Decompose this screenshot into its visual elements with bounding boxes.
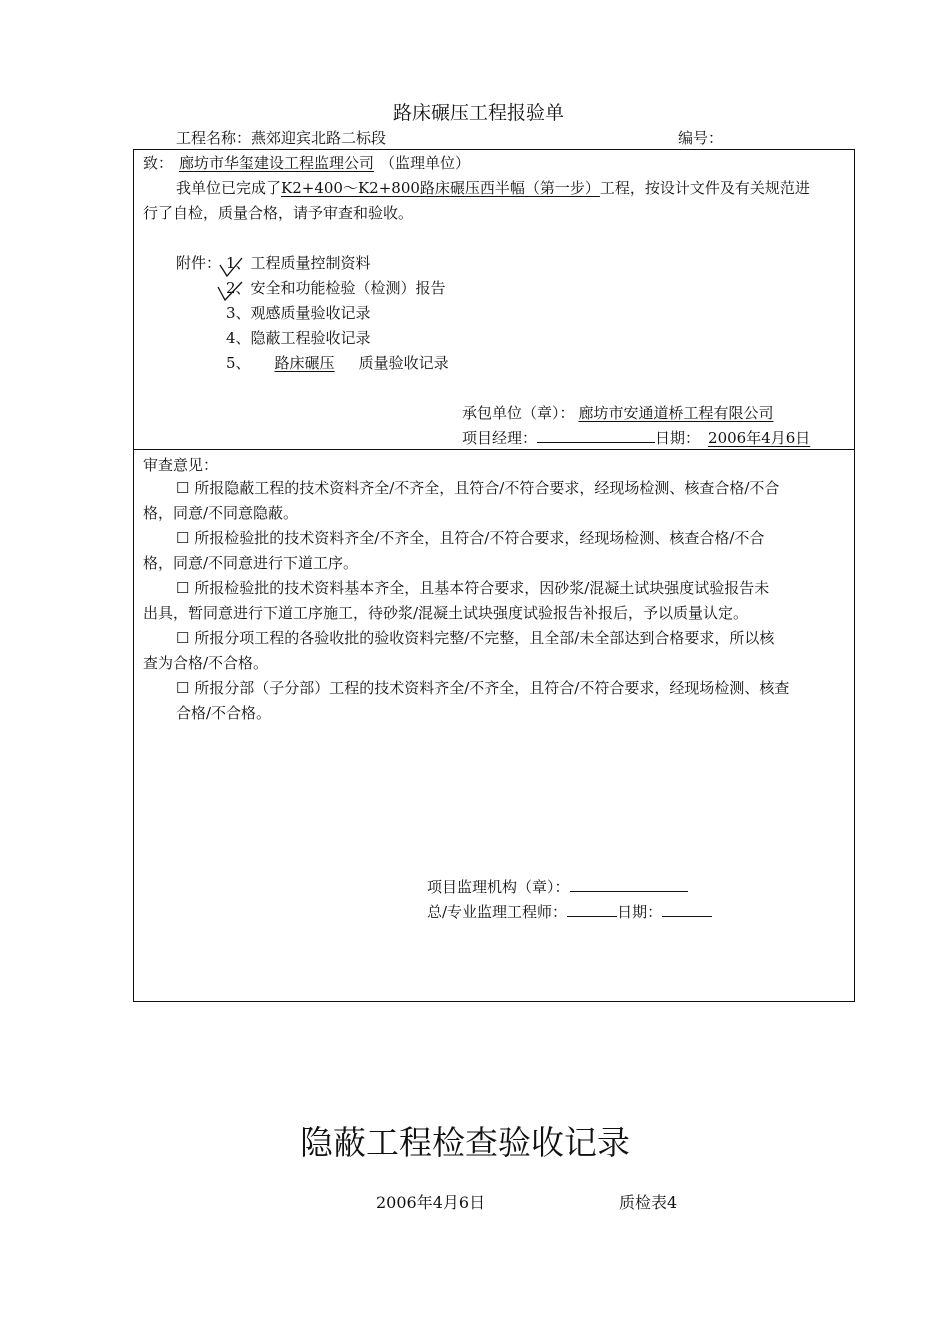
supervisor-suffix: （监理单位） xyxy=(380,154,471,172)
contractor-label: 承包单位（章）： xyxy=(462,404,575,422)
review-option-line: 出具，暂同意进行下道工序施工，待砂浆/混凝土试块强度试验报告补报后，予以质量认定。 xyxy=(143,604,749,622)
attachment-text: 工程质量控制资料 xyxy=(250,254,371,272)
attachment-5-fill: 路床碾压 xyxy=(274,354,335,372)
review-option xyxy=(143,576,847,626)
submit-date: 2006年4月6日 xyxy=(708,429,811,447)
attachment-item xyxy=(226,252,371,273)
pm-label: 项目经理： xyxy=(462,429,538,447)
engineer-line xyxy=(427,901,712,922)
date-label: 日期： xyxy=(655,429,701,447)
number-label: 编号： xyxy=(678,129,724,147)
review-option-line: ☐ 所报分部（子分部）工程的技术资料齐全/不齐全，且符合/不符合要求，经现场检测、核查 xyxy=(176,679,790,697)
check-mark-icon xyxy=(218,256,244,278)
review-option xyxy=(143,476,847,526)
contractor-line xyxy=(462,402,778,423)
supervisor-company: 廊坊市华玺建设工程监理公司 xyxy=(179,154,375,172)
agency-seal-field[interactable] xyxy=(570,877,688,892)
attachment-item xyxy=(226,302,371,323)
attachment-number: 4、 xyxy=(226,329,251,347)
attachment-item-5 xyxy=(226,352,449,373)
agency-line xyxy=(427,876,688,897)
review-option-line: ☐ 所报隐蔽工程的技术资料齐全/不齐全，且符合/不符合要求，经现场检测、核查合格/不合 xyxy=(176,479,780,497)
attachment-number: 1、 xyxy=(226,254,251,272)
project-name-row xyxy=(176,127,386,148)
review-option xyxy=(143,676,847,726)
review-option-line: 格，同意/不同意进行下道工序。 xyxy=(143,554,359,572)
review-date-label: 日期： xyxy=(617,903,663,921)
project-name: 燕郊迎宾北路二标段 xyxy=(251,129,387,147)
to-prefix: 致： xyxy=(143,154,174,172)
to-line xyxy=(143,152,470,173)
review-option-line: ☐ 所报分项工程的各验收批的验收资料完整/不完整，且全部/未全部达到合格要求，所以核 xyxy=(176,629,775,647)
review-option-line: 查为合格/不合格。 xyxy=(143,654,269,672)
attachment-number: 3、 xyxy=(226,304,251,322)
review-option-line: 格，同意/不同意隐蔽。 xyxy=(143,504,299,522)
body-line-2: 行了自检，质量合格，请予审查和验收。 xyxy=(143,204,414,222)
review-date-field[interactable] xyxy=(662,902,712,917)
agency-label: 项目监理机构（章）： xyxy=(427,878,570,896)
form-title: 路床碾压工程报验单 xyxy=(393,102,565,124)
pm-signature-field[interactable] xyxy=(537,428,655,443)
attachment-text: 安全和功能检验（检测）报告 xyxy=(250,279,446,297)
check-mark-icon xyxy=(216,280,244,302)
record-date: 2006年4月6日 xyxy=(376,1193,486,1212)
engineer-signature-field[interactable] xyxy=(567,902,617,917)
attachments-label: 附件： xyxy=(176,254,222,272)
attachment-text: 隐蔽工程验收记录 xyxy=(250,329,371,347)
review-option xyxy=(143,526,847,576)
attachment-item xyxy=(226,327,371,348)
pm-line xyxy=(462,427,814,448)
attachment-number: 5、 xyxy=(226,354,251,372)
review-option-line: ☐ 所报检验批的技术资料基本齐全，且基本符合要求，因砂浆/混凝土试块强度试验报告未 xyxy=(176,579,770,597)
record-title: 隐蔽工程检查验收记录 xyxy=(300,1123,630,1162)
project-label: 工程名称： xyxy=(176,129,252,147)
attachment-item xyxy=(226,277,446,298)
engineer-label: 总/专业监理工程师： xyxy=(427,903,568,921)
review-option-line: 合格/不合格。 xyxy=(176,704,272,722)
contractor-name: 廊坊市安通道桥工程有限公司 xyxy=(578,404,774,422)
body-prefix: 我单位已完成了 xyxy=(176,179,282,197)
review-option-line: ☐ 所报检验批的技术资料齐全/不齐全，且符合/不符合要求，经现场检测、核查合格/不合 xyxy=(176,529,765,547)
review-option xyxy=(143,626,847,676)
attachment-5-suffix: 质量验收记录 xyxy=(358,354,449,372)
body-suffix: 工程，按设计文件及有关规范进 xyxy=(599,179,810,197)
review-heading: 审查意见： xyxy=(143,456,219,474)
attachment-text: 观感质量验收记录 xyxy=(250,304,371,322)
body-line-1 xyxy=(176,177,851,198)
work-item: K2+400～K2+800路床碾压西半幅（第一步） xyxy=(281,179,600,197)
attachment-number: 2、 xyxy=(226,279,251,297)
record-form-number: 质检表4 xyxy=(619,1193,678,1212)
